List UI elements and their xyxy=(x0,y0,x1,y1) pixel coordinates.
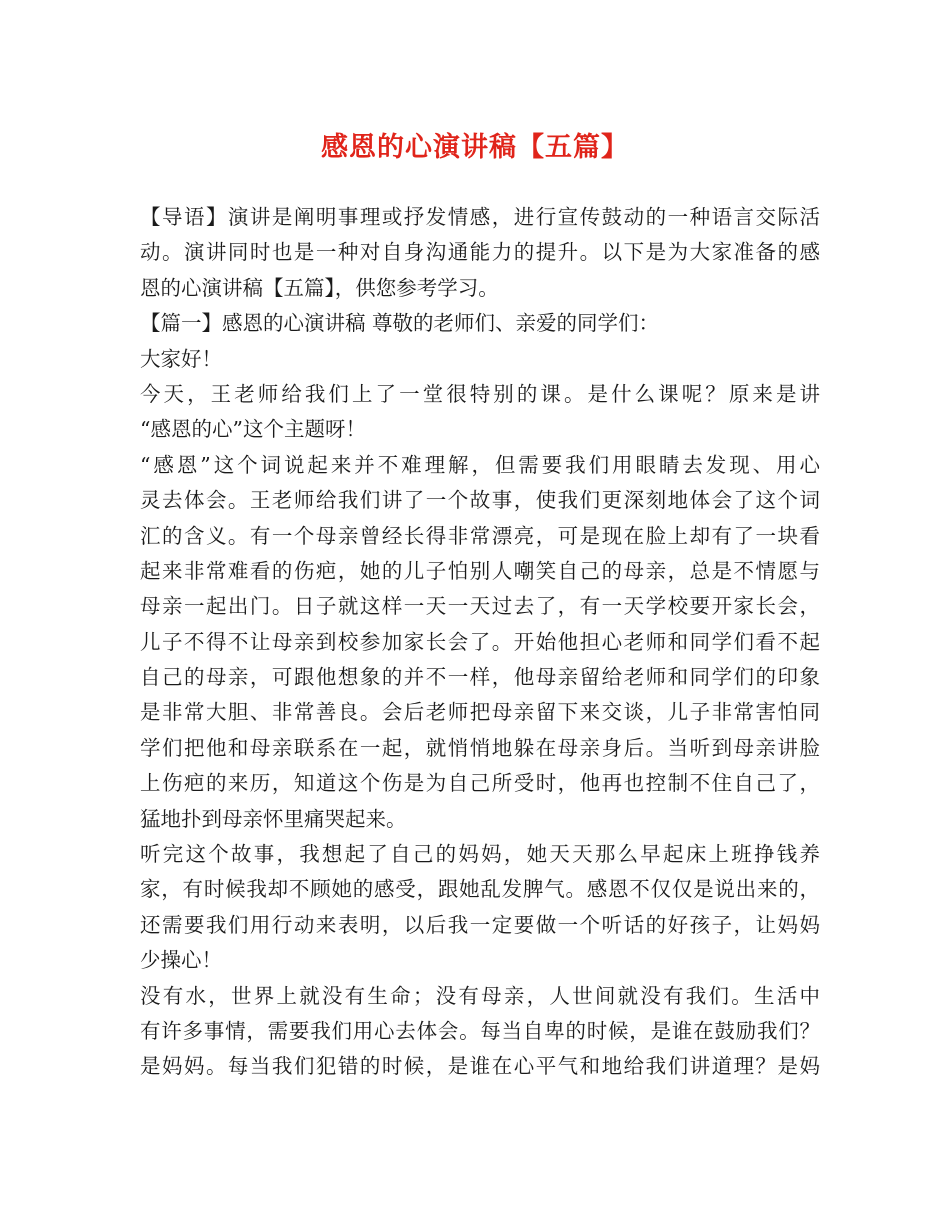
text-line: 【导语】演讲是阐明事理或抒发情感，进行宣传鼓动的一种语言交际活 xyxy=(140,205,820,229)
text-line: 动。演讲同时也是一种对自身沟通能力的提升。以下是为大家准备的感 xyxy=(140,240,820,265)
text-line: 猛地扑到母亲怀里痛哭起来。 xyxy=(140,806,407,831)
text-line: 是非常大胆、非常善良。会后老师把母亲留下来交谈，儿子非常害怕同 xyxy=(140,700,820,725)
text-line: 儿子不得不让母亲到校参加家长会了。开始他担心老师和同学们看不起 xyxy=(140,629,820,654)
text-line: 家，有时候我却不顾她的感受，跟她乱发脾气。感恩不仅仅是说出来的， xyxy=(140,877,820,902)
text-line: “感恩的心”这个主题呀！ xyxy=(140,417,366,442)
text-line: 汇的含义。有一个母亲曾经长得非常漂亮，可是现在脸上却有了一块看 xyxy=(140,523,820,548)
text-line: 还需要我们用行动来表明，以后我一定要做一个听话的好孩子，让妈妈 xyxy=(140,912,820,937)
text-line: 有许多事情，需要我们用心去体会。每当自卑的时候，是谁在鼓励我们？ xyxy=(140,1018,820,1043)
text-line: 少操心！ xyxy=(140,948,222,973)
text-line: 大家好！ xyxy=(140,346,222,371)
text-line: 灵去体会。王老师给我们讲了一个故事，使我们更深刻地体会了这个词 xyxy=(140,488,820,513)
text-line: “感恩”这个词说起来并不难理解，但需要我们用眼睛去发现、用心 xyxy=(140,452,820,477)
document-title: 感恩的心演讲稿【五篇】 xyxy=(321,132,629,163)
text-line: 【篇一】感恩的心演讲稿 尊敬的老师们、亲爱的同学们： xyxy=(140,311,660,336)
text-line: 学们把他和母亲联系在一起，就悄悄地躲在母亲身后。当听到母亲讲脸 xyxy=(140,735,820,760)
text-line: 恩的心演讲稿【五篇】，供您参考学习。 xyxy=(140,275,499,300)
text-line: 今天，王老师给我们上了一堂很特别的课。是什么课呢？原来是讲 xyxy=(140,381,820,406)
text-line: 听完这个故事，我想起了自己的妈妈，她天天那么早起床上班挣钱养 xyxy=(140,842,820,867)
text-line: 自己的母亲，可跟他想象的并不一样，他母亲留给老师和同学们的印象 xyxy=(140,665,820,690)
text-line: 起来非常难看的伤疤，她的儿子怕别人嘲笑自己的母亲，总是不情愿与 xyxy=(140,558,820,583)
text-line: 没有水，世界上就没有生命；没有母亲，人世间就没有我们。生活中 xyxy=(140,983,820,1008)
text-line: 母亲一起出门。日子就这样一天一天过去了，有一天学校要开家长会， xyxy=(140,594,820,619)
text-line: 是妈妈。每当我们犯错的时候，是谁在心平气和地给我们讲道理？是妈 xyxy=(140,1054,820,1079)
text-line: 上伤疤的来历，知道这个伤是为自己所受时，他再也控制不住自己了， xyxy=(140,771,820,796)
document-body xyxy=(140,200,820,1085)
